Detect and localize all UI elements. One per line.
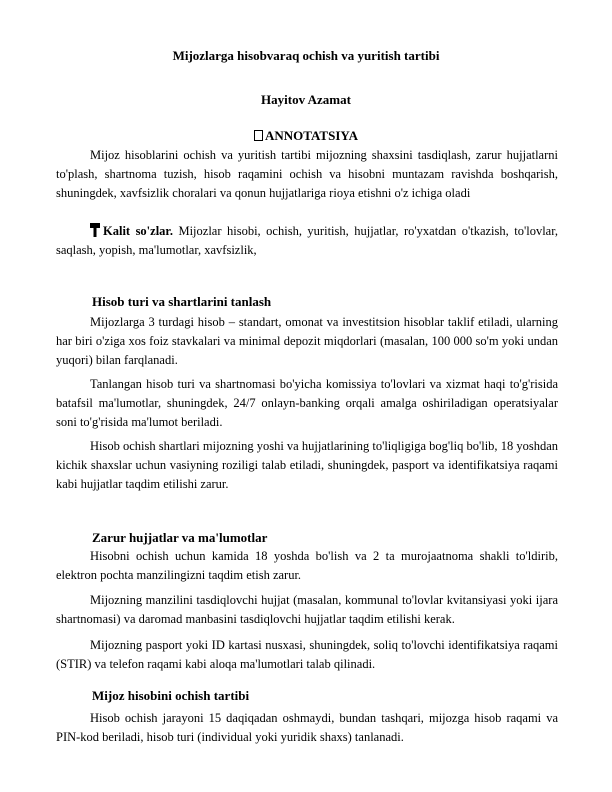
annotation-heading-text: ANNOTATSIYA bbox=[265, 128, 358, 143]
section-heading-2: Zarur hujjatlar va ma'lumotlar bbox=[92, 530, 268, 545]
author-name: Hayitov Azamat bbox=[261, 92, 351, 107]
keywords-label: Kalit so'zlar. bbox=[103, 224, 173, 238]
annotation-text: Mijoz hisoblarini ochish va yuritish tartibi mijozning shaxsini tasdiqlash, zarur hujjatlarni to'plash, shartnoma tuzish, hisob raqamini ochish va hisobni muntazam ravishda boshqarish, shuningdek, xavfsizlik choralari va qonun hujjatlariga rioya etishni o'z ichiga oladi bbox=[56, 148, 558, 200]
keywords-text: Mijozlar hisobi, ochish, yuritish, hujjatlar, ro'yxatdan o'tkazish, to'lovlar, saqlash, yopish, ma'lumotlar, xavfsizlik, bbox=[56, 224, 559, 257]
section-2-paragraph-3: Mijozning pasport yoki ID kartasi nusxasi, shuningdek, soliq to'lovchi identifikatsiya raqami (STIR) va telefon raqami kabi aloqa ma'lumotlari talab qilinadi. bbox=[56, 638, 558, 671]
section-heading-3: Mijoz hisobini ochish tartibi bbox=[92, 688, 250, 703]
missing-glyph-icon bbox=[254, 130, 263, 141]
keywords-paragraph bbox=[56, 222, 558, 260]
section-3-paragraph-1: Hisob ochish jarayoni 15 daqiqadan oshmaydi, bundan tashqari, mijozga hisob raqami va PIN-kod beriladi, hisob turi (individual yoki yuridik shaxs) tanlanadi. bbox=[56, 711, 558, 744]
section-1-paragraph-3: Hisob ochish shartlari mijozning yoshi va hujjatlarining to'liqligiga bog'liq bo'lib, 18 yoshdan kichik shaxslar uchun vasiyning roziligi talab etiladi, shuningdek, pasport va identifikatsiya raqami kabi hujjatlar taqdim etilishi zarur. bbox=[56, 439, 558, 491]
section-2-paragraph-1: Hisobni ochish uchun kamida 18 yoshda bo'lish va 2 ta murojaatnoma shakli to'ldirib, elektron pochta manzilingizni taqdim etish zarur. bbox=[56, 549, 558, 582]
section-2-paragraph-2: Mijozning manzilini tasdiqlovchi hujjat (masalan, kommunal to'lovlar kvitansiyasi yoki ijara shartnomasi) va daromad manbasini tasdiqlovchi hujjatlar taqdim etilishi kerak. bbox=[56, 593, 558, 626]
pin-icon bbox=[90, 223, 100, 237]
paper-title: Mijozlarga hisobvaraq ochish va yuritish tartibi bbox=[172, 48, 440, 63]
section-heading-1: Hisob turi va shartlarini tanlash bbox=[92, 294, 272, 309]
section-1-paragraph-2: Tanlangan hisob turi va shartnomasi bo'yicha komissiya to'lovlari va xizmat haqi to'g'risida batafsil ma'lumotlar, shuningdek, 24/7 onlayn-banking orqali amalga oshiriladigan operatsiyalar soni to'g'risida ma'lumot beriladi. bbox=[56, 377, 558, 429]
annotation-heading bbox=[0, 128, 612, 144]
section-1-paragraph-1: Mijozlarga 3 turdagi hisob – standart, omonat va investitsion hisoblar taklif etiladi, ularning har biri o'ziga xos foiz stavkalari va minimal depozit miqdorlari (masalan, 100 000 so'm yoki undan yuqori) bilan farqlanadi. bbox=[56, 315, 558, 367]
